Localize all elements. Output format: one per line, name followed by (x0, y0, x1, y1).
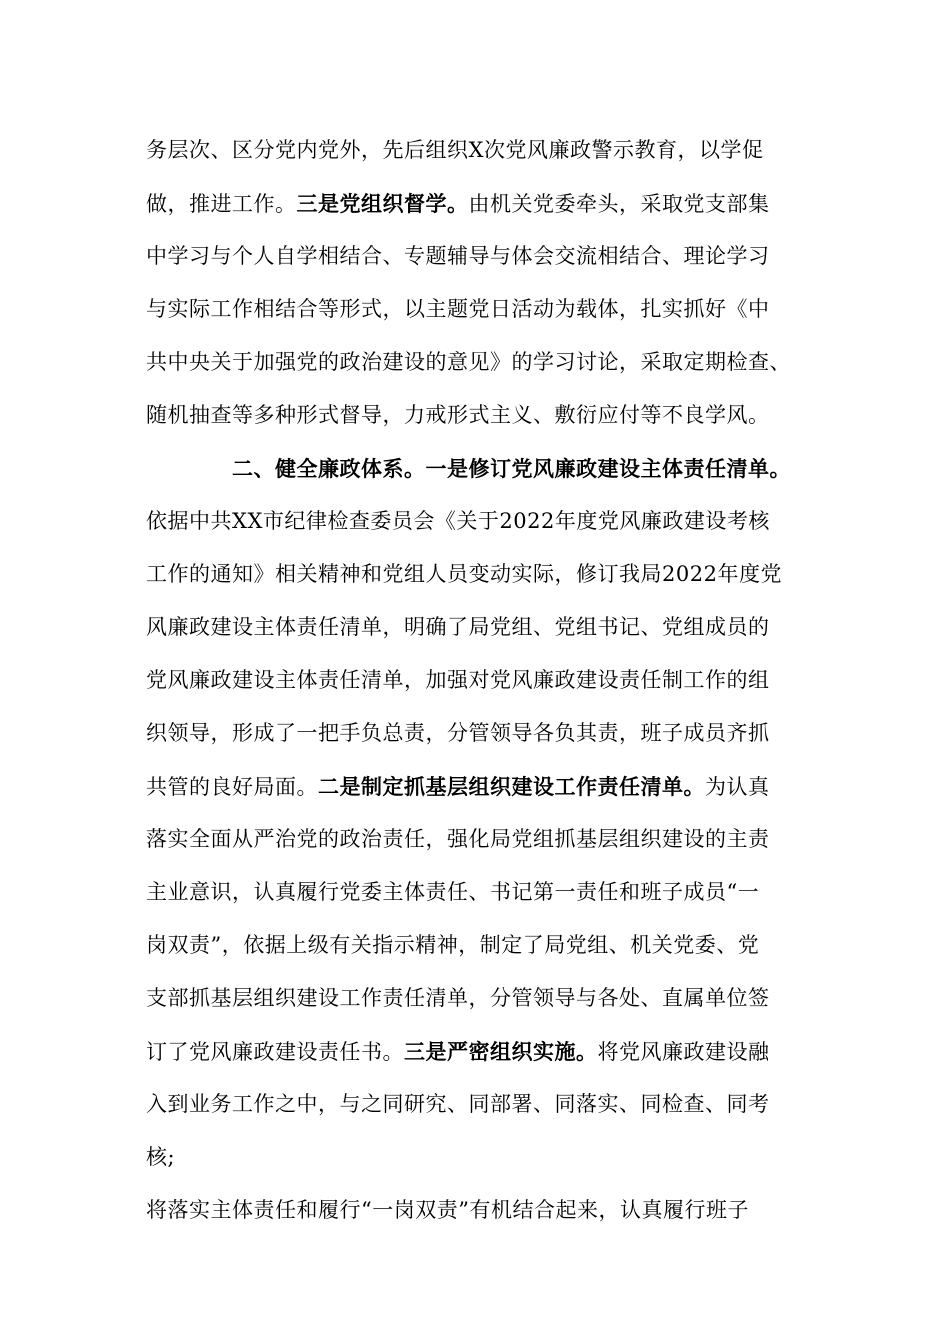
text-line (146, 919, 806, 972)
text-run: 中学习与个人自学相结合、专题辅导与体会交流相结合、理论学习 (146, 244, 770, 268)
text-line (146, 972, 806, 1025)
text-line (146, 760, 806, 813)
text-run: 核; (146, 1145, 176, 1169)
text-run: 为认真 (705, 775, 770, 799)
text-line (146, 124, 806, 177)
text-run: 依据中共XX市纪律检查委员会《关于2022年度党风廉政建设考核 (146, 509, 770, 533)
text-line (146, 283, 806, 336)
text-line (146, 336, 806, 389)
bold-heading-run: 三是严密组织实施。 (404, 1039, 598, 1064)
text-line (146, 548, 806, 601)
section-heading-line (146, 442, 806, 495)
text-run: 工作的通知》相关精神和党组人员变动实际，修订我局2022年度党 (146, 562, 782, 586)
text-line (146, 177, 806, 230)
text-run: 共中央关于加强党的政治建设的意见》的学习讨论，采取定期检查、 (146, 350, 791, 374)
text-run: 随机抽查等多种形式督导，力戒形式主义、敷衍应付等不良学风。 (146, 403, 770, 427)
text-line (146, 1184, 806, 1237)
text-run: 做，推进工作。 (146, 192, 297, 216)
text-run: 织领导，形成了一把手负总责，分管领导各负其责，班子成员齐抓 (146, 721, 770, 745)
text-run: 由机关党委牵头，采取党支部集 (468, 192, 770, 216)
text-run: 落实全面从严治党的政治责任，强化局党组抓基层组织建设的主责 (146, 827, 770, 851)
text-run: 支部抓基层组织建设工作责任清单，分管领导与各处、直属单位签 (146, 986, 770, 1010)
text-run: 入到业务工作之中，与之同研究、同部署、同落实、同检查、同考 (146, 1092, 770, 1116)
text-line (146, 1025, 806, 1078)
text-line (146, 601, 806, 654)
text-run: 共管的良好局面。 (146, 775, 318, 799)
text-line (146, 813, 806, 866)
text-run: 主业意识，认真履行党委主体责任、书记第一责任和班子成员“一 (146, 880, 760, 904)
bold-heading-run: 三是党组织督学。 (296, 191, 469, 216)
bold-heading-run: 二是制定抓基层组织建设工作责任清单。 (318, 774, 705, 799)
text-line (146, 1131, 806, 1184)
text-run: 将党风廉政建设融 (597, 1040, 770, 1064)
text-line (146, 495, 806, 548)
text-line (146, 1078, 806, 1131)
text-line (146, 866, 806, 919)
body-text (146, 124, 806, 1237)
text-run: 订了党风廉政建设责任书。 (146, 1040, 404, 1064)
text-line (146, 654, 806, 707)
text-run: 将落实主体责任和履行“一岗双责”有机结合起来，认真履行班子 (146, 1198, 749, 1222)
text-run: 党风廉政建设主体责任清单，加强对党风廉政建设责任制工作的组 (146, 668, 770, 692)
text-run: 与实际工作相结合等形式，以主题党日活动为载体，扎实抓好《中 (146, 297, 770, 321)
text-run: 岗双责”，依据上级有关指示精神，制定了局党组、机关党委、党 (146, 933, 760, 957)
text-line (146, 389, 806, 442)
section-heading: 二、健全廉政体系。一是修订党风廉政建设主体责任清单。 (232, 456, 791, 481)
text-line (146, 707, 806, 760)
text-line (146, 230, 806, 283)
text-run: 风廉政建设主体责任清单，明确了局党组、党组书记、党组成员的 (146, 615, 770, 639)
text-run: 务层次、区分党内党外，先后组织X次党风廉政警示教育，以学促 (146, 138, 764, 162)
